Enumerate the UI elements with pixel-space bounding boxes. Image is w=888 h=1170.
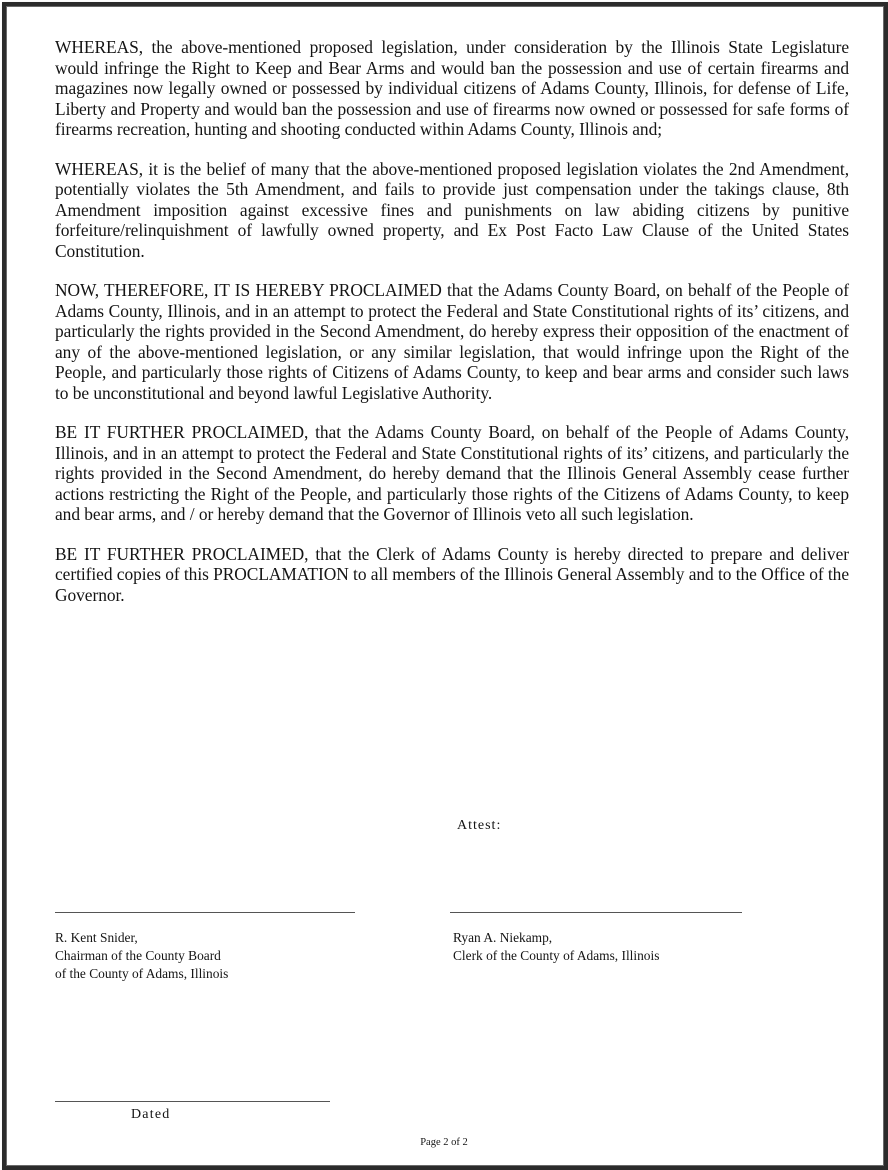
dated-line: [55, 1101, 330, 1102]
whereas-paragraph-2: WHEREAS, it is the belief of many that the above-mentioned proposed legislation violates the 2nd Amendment, potentially violates the 5th Amendment, and fails to provide just compensation under the takings clause, 8th Amendment imposition against excessive fines and punishments on law abiding citizens by punitive forfeiture/relinquishment of lawfully owned property, and Ex Post Facto Law Clause of the United States Constitution.: [55, 158, 849, 261]
clerk-signature-line: [450, 912, 742, 913]
chairman-name: R. Kent Snider,: [55, 930, 138, 945]
clerk-signature-block: [453, 929, 659, 965]
clerk-title-line-1: Clerk of the County of Adams, Illinois: [453, 948, 660, 963]
attest-label: Attest:: [457, 818, 502, 833]
proclaimed-paragraph: NOW, THEREFORE, IT IS HEREBY PROCLAIMED that the Adams County Board, on behalf of the People of Adams County, Illinois, and in an attempt to protect the Federal and State Constitutional rights of its’ citizens, and particularly the rights provided in the Second Amendment, do hereby express their opposition of the enactment of any of the above-mentioned legislation, or any similar legislation, that would infringe upon the Right of the People, and particularly those rights of Citizens of Adams County, to keep and bear arms and consider such laws to be unconstitutional and beyond lawful Legislative Authority.: [55, 280, 849, 403]
proclamation-body: [55, 37, 849, 624]
chairman-title-line-2: of the County of Adams, Illinois: [55, 966, 229, 981]
further-proclaimed-paragraph-2: BE IT FURTHER PROCLAIMED, that the Clerk of Adams County is hereby directed to prepare and deliver certified copies of this PROCLAMATION to all members of the Illinois General Assembly and to the Office of the Governor.: [55, 543, 849, 605]
clerk-name: Ryan A. Niekamp,: [453, 930, 553, 945]
page-number: Page 2 of 2: [420, 1137, 468, 1148]
dated-label: Dated: [131, 1107, 171, 1122]
chairman-signature-line: [55, 912, 355, 913]
chairman-signature-block: [55, 929, 228, 983]
further-proclaimed-paragraph-1: BE IT FURTHER PROCLAIMED, that the Adams County Board, on behalf of the People of Adams County, Illinois, and in an attempt to protect the Federal and State Constitutional rights of its’ citizens, and particularly the rights provided in the Second Amendment, do hereby demand that the Illinois General Assembly cease further actions restricting the Right of the People, and particularly those rights of the Citizens of Adams County, to keep and bear arms, and / or hereby demand that the Governor of Illinois veto all such legislation.: [55, 422, 849, 524]
chairman-title-line-1: Chairman of the County Board: [55, 948, 221, 963]
whereas-paragraph-1: WHEREAS, the above-mentioned proposed legislation, under consideration by the Illinois State Legislature would infringe the Right to Keep and Bear Arms and would ban the possession and use of certain firearms and magazines now legally owned or possessed by individual citizens of Adams County, Illinois, for defense of Life, Liberty and Property and would ban the possession and use of firearms now owned or possessed for safe forms of firearms recreation, hunting and shooting conducted within Adams County, Illinois and;: [55, 37, 849, 139]
